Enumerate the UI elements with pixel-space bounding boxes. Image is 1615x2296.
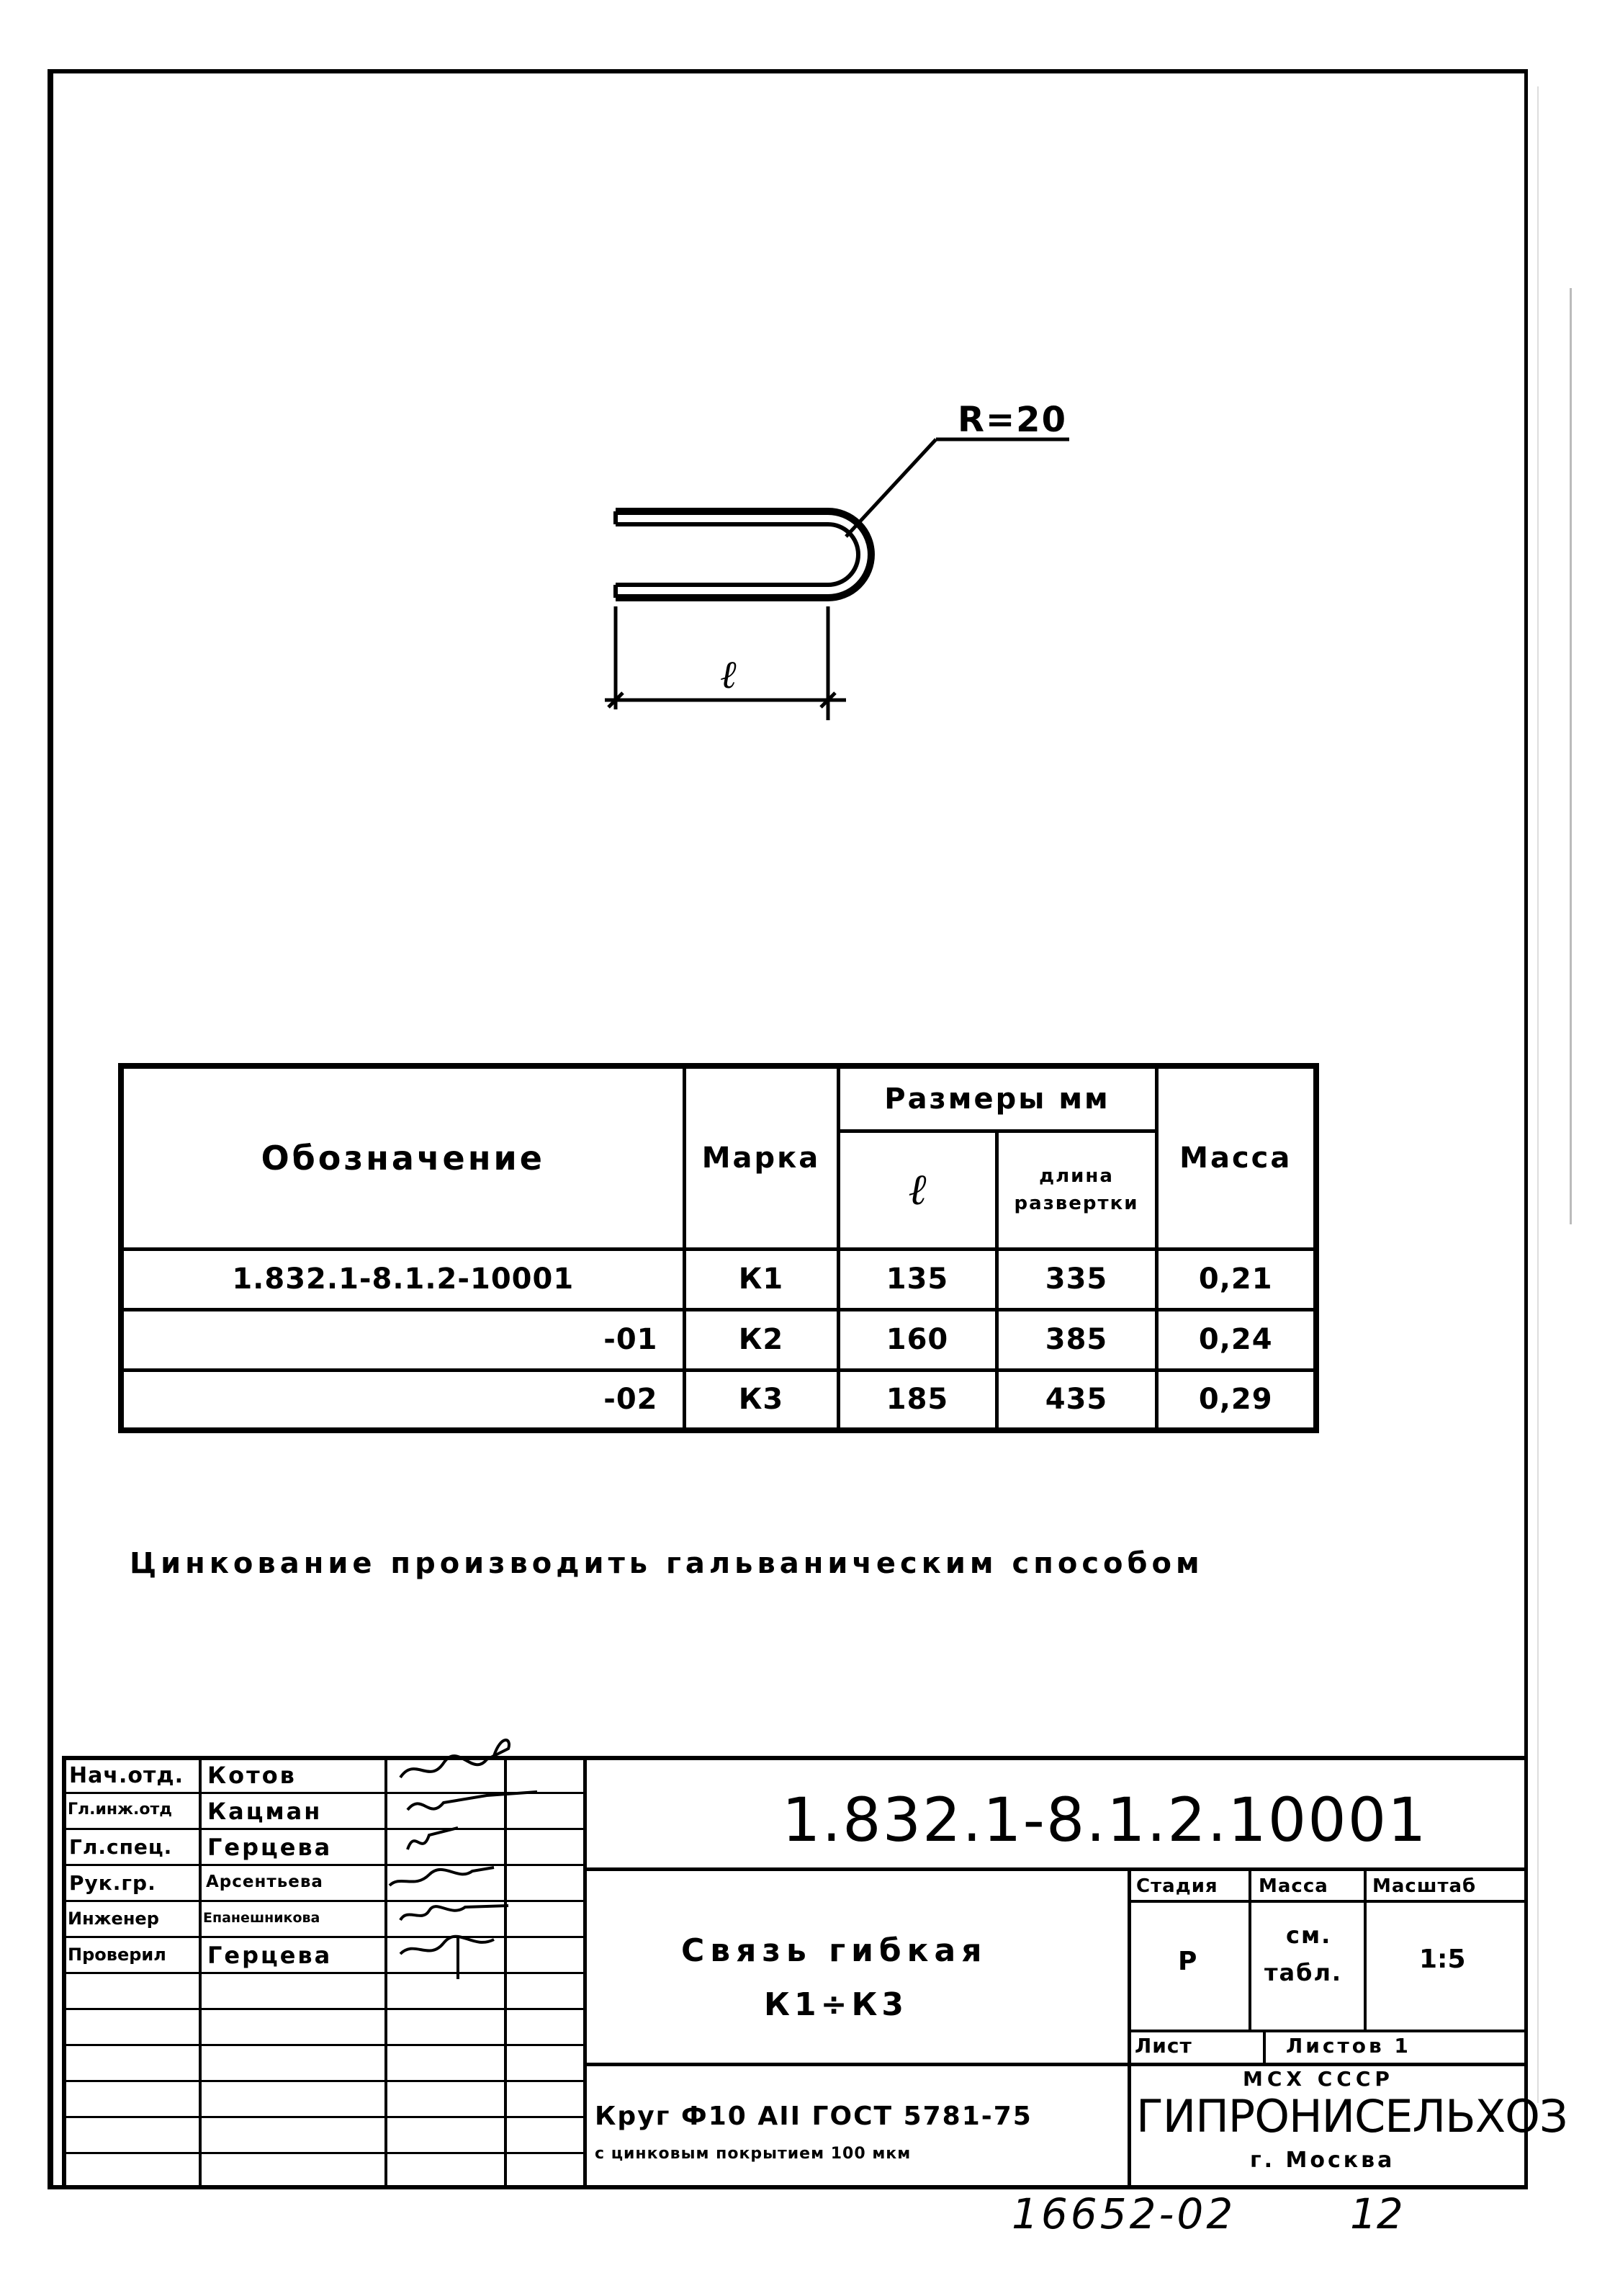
row-length: 160 <box>838 1309 997 1370</box>
role-label: Нач.отд. <box>69 1763 184 1788</box>
table-row <box>121 1249 1316 1309</box>
sheets-label: Листов 1 <box>1286 2034 1411 2058</box>
person-name: Котов <box>207 1762 297 1789</box>
signature-2 <box>408 1792 537 1810</box>
scale-value: 1:5 <box>1419 1945 1466 1974</box>
signature-4 <box>390 1867 494 1885</box>
row-developed-length: 335 <box>997 1249 1156 1309</box>
role-label: Проверил <box>68 1945 166 1965</box>
length-dimension-label: ℓ <box>720 652 737 697</box>
tb-row-line <box>62 2008 583 2010</box>
tb-border-top <box>62 1756 1528 1760</box>
org-ministry: МСХ СССР <box>1243 2067 1394 2091</box>
role-label: Гл.инж.отд <box>68 1801 172 1819</box>
tb-code-divider <box>583 1867 1528 1871</box>
stage-value: Р <box>1178 1947 1197 1976</box>
scan-artifact <box>1537 86 1539 2103</box>
document-code: 1.832.1-8.1.2.10001 <box>782 1785 1428 1855</box>
row-designation: -01 <box>121 1309 684 1370</box>
row-developed-length: 385 <box>997 1309 1156 1370</box>
header-mass: Масса <box>1156 1066 1316 1249</box>
tb-row-line <box>62 2044 583 2046</box>
radius-leader <box>846 439 936 537</box>
signature-5 <box>400 1906 508 1920</box>
scan-artifact <box>1570 288 1572 1224</box>
title-block <box>62 1756 1567 2189</box>
galvanizing-note: Цинкование производить гальваническим способом <box>130 1547 1204 1580</box>
tb-sheet-col-line <box>1263 2030 1266 2063</box>
tb-right-col-line <box>1128 1867 1131 2189</box>
tb-row-line <box>62 2152 583 2154</box>
archive-number: 16652-02 <box>1012 2189 1236 2238</box>
sheet-number: 12 <box>1350 2189 1403 2238</box>
row-developed-length: 435 <box>997 1370 1156 1430</box>
row-length: 135 <box>838 1249 997 1309</box>
tb-mass-col-line <box>1364 1867 1367 2030</box>
org-name: ГИПРОНИСЕЛЬХОЗ <box>1136 2090 1567 2143</box>
role-label: Инженер <box>68 1909 159 1929</box>
signature-6 <box>400 1936 494 1979</box>
item-title-line1: Связь гибкая <box>681 1932 988 1969</box>
scale-label: Масштаб <box>1372 1875 1477 1897</box>
person-name: Арсентьева <box>206 1873 323 1891</box>
mass-label: Масса <box>1259 1875 1328 1897</box>
person-name: Епанешникова <box>203 1910 320 1926</box>
rod-drawing <box>590 403 1094 735</box>
row-length: 185 <box>838 1370 997 1430</box>
header-developed-length <box>997 1131 1156 1249</box>
person-name: Герцева <box>207 1834 333 1861</box>
header-designation: Обозначение <box>121 1066 684 1249</box>
mass-value-line1: см. <box>1286 1921 1332 1949</box>
row-mark: К2 <box>684 1309 838 1370</box>
org-city: г. Москва <box>1250 2148 1395 2173</box>
role-label: Рук.гр. <box>69 1871 156 1895</box>
row-designation: -02 <box>121 1370 684 1430</box>
mass-value-line2: табл. <box>1264 1959 1343 1986</box>
table-row <box>121 1309 1316 1370</box>
header-sizes: Размеры мм <box>838 1066 1156 1131</box>
person-name: Кацман <box>207 1798 323 1825</box>
item-title-line2: К1÷К3 <box>764 1986 909 2023</box>
row-designation: 1.832.1-8.1.2-10001 <box>121 1249 684 1309</box>
signature-3 <box>408 1828 458 1849</box>
tb-row-line <box>62 2116 583 2118</box>
person-name: Герцева <box>207 1942 333 1969</box>
material-line2: с цинковым покрытием 100 мкм <box>595 2145 912 2163</box>
tb-row-line <box>62 2080 583 2082</box>
sheet-label: Лист <box>1135 2034 1192 2058</box>
tb-material-divider <box>583 2063 1528 2066</box>
spec-table <box>118 1063 1319 1433</box>
stage-label: Стадия <box>1136 1875 1218 1897</box>
rod-inner <box>616 524 858 585</box>
header-mark: Марка <box>684 1066 838 1249</box>
role-label: Гл.спец. <box>69 1835 173 1859</box>
tb-sheet-row-line <box>1128 2030 1528 2032</box>
header-developed-length-line1: длина <box>1039 1165 1114 1187</box>
table-row <box>121 1370 1316 1430</box>
radius-label: R=20 <box>958 400 1067 440</box>
row-mass: 0,29 <box>1156 1370 1316 1430</box>
signatures <box>386 1734 588 1979</box>
row-mark: К3 <box>684 1370 838 1430</box>
row-mass: 0,21 <box>1156 1249 1316 1309</box>
signature-1 <box>400 1740 509 1777</box>
material-line1: Круг Ф10 АII ГОСТ 5781-75 <box>595 2102 1033 2131</box>
rod-svg <box>590 403 1094 735</box>
tb-stage-row-line <box>1128 1900 1528 1903</box>
header-length: ℓ <box>838 1131 997 1249</box>
header-developed-length-line2: развертки <box>1014 1193 1139 1214</box>
tb-stage-col-line <box>1249 1867 1251 2030</box>
row-mark: К1 <box>684 1249 838 1309</box>
row-mass: 0,24 <box>1156 1309 1316 1370</box>
